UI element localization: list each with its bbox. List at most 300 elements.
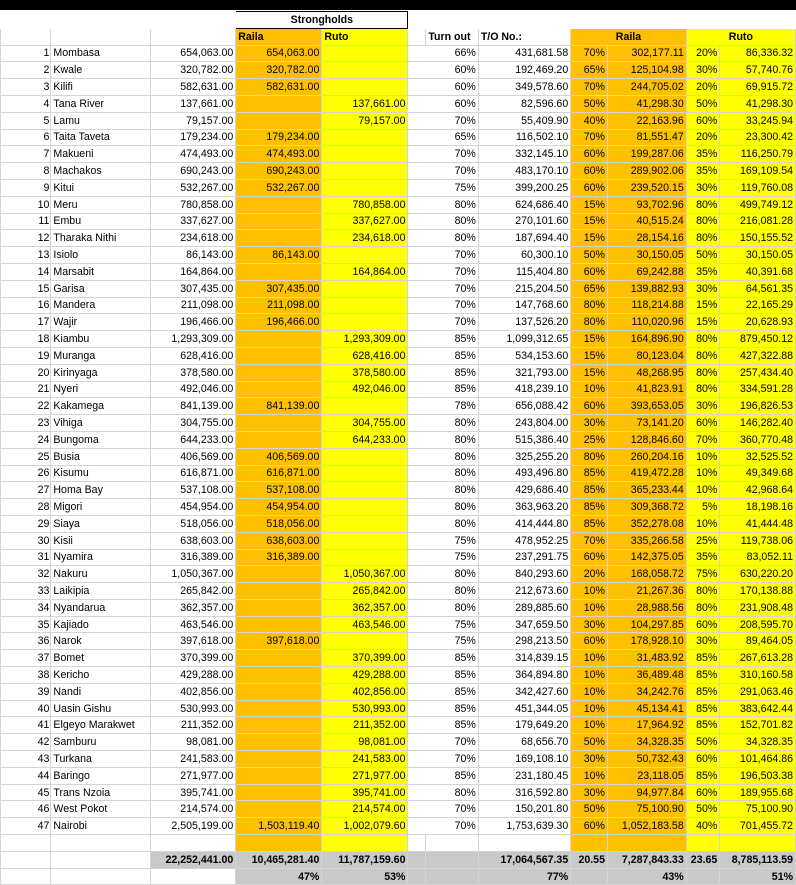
ruto-votes-total: 8,785,113.59 — [720, 851, 796, 868]
county-name: Bomet — [51, 650, 151, 667]
turnout-pct-cell: 70% — [408, 263, 478, 280]
county-name: Samburu — [51, 734, 151, 751]
ruto-pct-cell: 60% — [686, 784, 720, 801]
population-cell: 179,234.00 — [151, 129, 236, 146]
population-cell: 86,143.00 — [151, 247, 236, 264]
population-cell: 98,081.00 — [151, 734, 236, 751]
county-index: 39 — [1, 683, 51, 700]
table-row — [1, 616, 796, 633]
county-index: 31 — [1, 549, 51, 566]
table-row — [1, 112, 796, 129]
table-row — [1, 364, 796, 381]
ruto-pct-cell: 10% — [686, 465, 720, 482]
raila-stronghold-cell: 307,435.00 — [236, 280, 322, 297]
ruto-votes-cell: 33,245.94 — [720, 112, 796, 129]
population-cell: 690,243.00 — [151, 163, 236, 180]
turnout-number-cell: 68,656.70 — [478, 734, 570, 751]
raila-pct-cell: 50% — [571, 247, 608, 264]
county-index: 33 — [1, 583, 51, 600]
county-index: 22 — [1, 398, 51, 415]
percentage-row — [1, 868, 796, 885]
turnout-pct-cell: 75% — [408, 633, 478, 650]
raila-pct-cell: 15% — [571, 196, 608, 213]
raila-pct-cell: 50% — [571, 734, 608, 751]
county-name: Kericho — [51, 667, 151, 684]
raila-votes-cell: 110,020.96 — [607, 314, 686, 331]
table-row — [1, 331, 796, 348]
table-row — [1, 818, 796, 835]
raila-votes-cell: 41,298.30 — [607, 95, 686, 112]
ruto-stronghold-cell: 780,858.00 — [322, 196, 408, 213]
population-cell: 532,267.00 — [151, 179, 236, 196]
ruto-stronghold-cell — [322, 465, 408, 482]
raila-votes-cell: 335,266.58 — [607, 532, 686, 549]
population-cell: 654,063.00 — [151, 45, 236, 62]
turnout-number-cell: 429,686.40 — [478, 482, 570, 499]
ruto-stronghold-cell — [322, 549, 408, 566]
table-row — [1, 650, 796, 667]
county-name: Kilifi — [51, 79, 151, 96]
raila-pct-cell: 80% — [571, 448, 608, 465]
ruto-pct-cell: 85% — [686, 717, 720, 734]
ruto-stronghold-cell: 234,618.00 — [322, 230, 408, 247]
county-index: 7 — [1, 146, 51, 163]
total-raila-stronghold: 10,465,281.40 — [236, 851, 322, 868]
raila-stronghold-cell — [236, 751, 322, 768]
turnout-number-cell: 364,894.80 — [478, 667, 570, 684]
table-row — [1, 482, 796, 499]
ruto-pct-cell: 85% — [686, 767, 720, 784]
ruto-votes-cell: 34,328.35 — [720, 734, 796, 751]
raila-pct-cell: 10% — [571, 767, 608, 784]
ruto-stronghold-cell: 429,288.00 — [322, 667, 408, 684]
turnout-number-cell: 243,804.00 — [478, 415, 570, 432]
county-index: 38 — [1, 667, 51, 684]
table-row — [1, 784, 796, 801]
raila-votes-cell: 199,287.06 — [607, 146, 686, 163]
county-index: 44 — [1, 767, 51, 784]
county-index: 42 — [1, 734, 51, 751]
population-cell: 337,627.00 — [151, 213, 236, 230]
turnout-pct-cell: 85% — [408, 717, 478, 734]
raila-votes-cell: 34,242.76 — [607, 683, 686, 700]
raila-stronghold-cell: 454,954.00 — [236, 499, 322, 516]
county-index: 43 — [1, 751, 51, 768]
county-name: Narok — [51, 633, 151, 650]
to-no-header: T/O No.: — [478, 28, 570, 45]
table-row — [1, 566, 796, 583]
turnout-pct-cell: 80% — [408, 482, 478, 499]
population-cell: 638,603.00 — [151, 532, 236, 549]
raila-stronghold-cell — [236, 583, 322, 600]
raila-votes-total: 7,287,843.33 — [607, 851, 686, 868]
county-index: 8 — [1, 163, 51, 180]
county-name: Turkana — [51, 751, 151, 768]
ruto-votes-cell: 75,100.90 — [720, 801, 796, 818]
ruto-votes-cell: 69,915.72 — [720, 79, 796, 96]
ruto-pct-cell: 30% — [686, 62, 720, 79]
turnout-pct-cell: 80% — [408, 465, 478, 482]
raila-votes-cell: 239,520.15 — [607, 179, 686, 196]
ruto-stronghold-cell — [322, 515, 408, 532]
table-row — [1, 499, 796, 516]
turnout-number-cell: 1,099,312.65 — [478, 331, 570, 348]
raila-stronghold-cell — [236, 263, 322, 280]
county-name: Kitui — [51, 179, 151, 196]
ruto-votes-cell: 701,455.72 — [720, 818, 796, 835]
ruto-pct-cell: 30% — [686, 179, 720, 196]
turnout-number-cell: 187,694.40 — [478, 230, 570, 247]
county-name: Kirinyaga — [51, 364, 151, 381]
turnout-pct-cell: 80% — [408, 583, 478, 600]
table-row — [1, 633, 796, 650]
population-cell: 211,098.00 — [151, 297, 236, 314]
county-name: Vihiga — [51, 415, 151, 432]
turnout-pct-cell: 70% — [408, 280, 478, 297]
population-cell: 395,741.00 — [151, 784, 236, 801]
turnout-pct-cell: 70% — [408, 163, 478, 180]
table-row — [1, 398, 796, 415]
ruto-vote-share: 51% — [720, 868, 796, 885]
county-name: Taita Taveta — [51, 129, 151, 146]
population-cell: 271,977.00 — [151, 767, 236, 784]
total-ruto-stronghold: 11,787,159.60 — [322, 851, 408, 868]
county-index: 16 — [1, 297, 51, 314]
ruto-pct-cell: 60% — [686, 415, 720, 432]
raila-votes-cell: 352,278.08 — [607, 515, 686, 532]
county-index: 46 — [1, 801, 51, 818]
population-cell: 362,357.00 — [151, 599, 236, 616]
table-row — [1, 280, 796, 297]
raila-votes-cell: 93,702.96 — [607, 196, 686, 213]
ruto-votes-cell: 18,198.16 — [720, 499, 796, 516]
county-index: 10 — [1, 196, 51, 213]
turnout-pct-cell: 85% — [408, 650, 478, 667]
ruto-votes-cell: 40,391.68 — [720, 263, 796, 280]
ruto-pct-cell: 20% — [686, 79, 720, 96]
raila-votes-cell: 94,977.84 — [607, 784, 686, 801]
raila-pct-cell: 80% — [571, 314, 608, 331]
county-name: Embu — [51, 213, 151, 230]
ruto-stronghold-cell — [322, 45, 408, 62]
raila-votes-cell: 21,267.36 — [607, 583, 686, 600]
turnout-pct-cell: 80% — [408, 515, 478, 532]
turnout-number-cell: 137,526.20 — [478, 314, 570, 331]
raila-pct-cell: 80% — [571, 297, 608, 314]
population-cell: 316,389.00 — [151, 549, 236, 566]
raila-votes-cell: 168,058.72 — [607, 566, 686, 583]
raila-votes-cell: 40,515.24 — [607, 213, 686, 230]
ruto-pct-cell: 15% — [686, 297, 720, 314]
population-cell: 474,493.00 — [151, 146, 236, 163]
raila-stronghold-cell: 518,056.00 — [236, 515, 322, 532]
ruto-stronghold-cell — [322, 146, 408, 163]
raila-pct-cell: 15% — [571, 364, 608, 381]
raila-pct-cell: 50% — [571, 801, 608, 818]
county-name: Nyandarua — [51, 599, 151, 616]
population-cell: 406,569.00 — [151, 448, 236, 465]
raila-votes-cell: 139,882.93 — [607, 280, 686, 297]
raila-stronghold-cell: 196,466.00 — [236, 314, 322, 331]
ruto-share: 53% — [322, 868, 408, 885]
ruto-pct-cell: 80% — [686, 331, 720, 348]
raila-stronghold-cell — [236, 784, 322, 801]
ruto-pct-cell: 80% — [686, 230, 720, 247]
ruto-stronghold-cell: 530,993.00 — [322, 700, 408, 717]
ruto-votes-cell: 49,349.68 — [720, 465, 796, 482]
turnout-pct-cell: 85% — [408, 347, 478, 364]
raila-votes-cell: 104,297.85 — [607, 616, 686, 633]
turnout-number-cell: 349,578.60 — [478, 79, 570, 96]
raila-votes-cell: 41,823.91 — [607, 381, 686, 398]
ruto-stronghold-cell — [322, 163, 408, 180]
ruto-stronghold-cell: 463,546.00 — [322, 616, 408, 633]
county-name: Muranga — [51, 347, 151, 364]
raila-stronghold-cell — [236, 767, 322, 784]
turnout-number-cell: 231,180.45 — [478, 767, 570, 784]
turnout-number-cell: 493,496.80 — [478, 465, 570, 482]
ruto-stronghold-cell — [322, 633, 408, 650]
ruto-pct-cell: 80% — [686, 213, 720, 230]
raila-votes-cell: 365,233.44 — [607, 482, 686, 499]
county-index: 21 — [1, 381, 51, 398]
county-name: Tharaka Nithi — [51, 230, 151, 247]
turnout-pct-cell: 70% — [408, 801, 478, 818]
raila-stronghold-cell — [236, 801, 322, 818]
ruto-pct-cell: 60% — [686, 112, 720, 129]
turnout-pct-cell: 75% — [408, 179, 478, 196]
table-row — [1, 314, 796, 331]
ruto-votes-cell: 89,464.05 — [720, 633, 796, 650]
raila-pct-cell: 25% — [571, 431, 608, 448]
ruto-pct-cell: 80% — [686, 583, 720, 600]
raila-stronghold-cell — [236, 331, 322, 348]
ruto-pct-cell: 10% — [686, 515, 720, 532]
ruto-stronghold-cell: 214,574.00 — [322, 801, 408, 818]
county-index: 1 — [1, 45, 51, 62]
ruto-stronghold-cell: 395,741.00 — [322, 784, 408, 801]
population-cell: 463,546.00 — [151, 616, 236, 633]
turnout-pct-cell: 66% — [408, 45, 478, 62]
raila-pct-cell: 10% — [571, 683, 608, 700]
raila-pct-cell: 60% — [571, 146, 608, 163]
county-index: 17 — [1, 314, 51, 331]
turnout-number-cell: 55,409.90 — [478, 112, 570, 129]
raila-pct-cell: 10% — [571, 650, 608, 667]
turnout-header: Turn out — [426, 28, 479, 45]
raila-pct-cell: 30% — [571, 784, 608, 801]
table-row — [1, 532, 796, 549]
election-spreadsheet — [0, 11, 796, 885]
ruto-stronghold-cell — [322, 398, 408, 415]
ruto-pct-cell: 30% — [686, 280, 720, 297]
turnout-pct-cell: 70% — [408, 297, 478, 314]
raila-pct-cell: 85% — [571, 515, 608, 532]
raila-stronghold-cell: 211,098.00 — [236, 297, 322, 314]
total-turnout: 17,064,567.35 — [478, 851, 570, 868]
raila-stronghold-cell: 638,603.00 — [236, 532, 322, 549]
ruto-stronghold-cell: 271,977.00 — [322, 767, 408, 784]
ruto-stronghold-cell — [322, 179, 408, 196]
raila-pct-cell: 85% — [571, 482, 608, 499]
raila-pct-cell: 10% — [571, 381, 608, 398]
ruto-votes-cell: 879,450.12 — [720, 331, 796, 348]
population-cell: 214,574.00 — [151, 801, 236, 818]
raila-pct-cell: 60% — [571, 633, 608, 650]
county-index: 12 — [1, 230, 51, 247]
turnout-pct-cell: 70% — [408, 112, 478, 129]
ruto-votes-cell: 630,220.20 — [720, 566, 796, 583]
ruto-pct-cell: 80% — [686, 196, 720, 213]
county-index: 23 — [1, 415, 51, 432]
ruto-pct-cell: 75% — [686, 566, 720, 583]
raila-pct-cell: 30% — [571, 751, 608, 768]
raila-pct-cell: 70% — [571, 129, 608, 146]
ruto-votes-cell: 101,464.86 — [720, 751, 796, 768]
ruto-stronghold-cell: 492,046.00 — [322, 381, 408, 398]
ruto-pct-cell: 80% — [686, 599, 720, 616]
turnout-number-cell: 179,649.20 — [478, 717, 570, 734]
county-index: 15 — [1, 280, 51, 297]
total-population: 22,252,441.00 — [151, 851, 236, 868]
raila-stronghold-cell — [236, 667, 322, 684]
turnout-pct-cell: 80% — [408, 499, 478, 516]
strongholds-header: Strongholds — [236, 12, 408, 29]
ruto-votes-cell: 22,165.29 — [720, 297, 796, 314]
ruto-pct-cell: 25% — [686, 532, 720, 549]
raila-stronghold-cell — [236, 112, 322, 129]
raila-votes-cell: 28,988.56 — [607, 599, 686, 616]
raila-votes-cell: 393,653.05 — [607, 398, 686, 415]
county-index: 13 — [1, 247, 51, 264]
raila-pct-cell: 10% — [571, 599, 608, 616]
table-row — [1, 79, 796, 96]
county-index: 26 — [1, 465, 51, 482]
turnout-number-cell: 150,201.80 — [478, 801, 570, 818]
county-index: 40 — [1, 700, 51, 717]
ruto-pct-cell: 50% — [686, 801, 720, 818]
raila-votes-cell: 45,134.41 — [607, 700, 686, 717]
ruto-pct-cell: 10% — [686, 482, 720, 499]
turnout-number-cell: 325,255.20 — [478, 448, 570, 465]
ruto-votes-cell: 20,628.93 — [720, 314, 796, 331]
county-name: West Pokot — [51, 801, 151, 818]
raila-pct-cell: 30% — [571, 415, 608, 432]
raila-votes-cell: 73,141.20 — [607, 415, 686, 432]
raila-share: 47% — [236, 868, 322, 885]
raila-pct-cell: 60% — [571, 398, 608, 415]
county-index: 2 — [1, 62, 51, 79]
county-name: Homa Bay — [51, 482, 151, 499]
turnout-number-cell: 215,204.50 — [478, 280, 570, 297]
turnout-number-cell: 169,108.10 — [478, 751, 570, 768]
turnout-pct-cell: 70% — [408, 146, 478, 163]
population-cell: 530,993.00 — [151, 700, 236, 717]
population-cell: 537,108.00 — [151, 482, 236, 499]
raila-votes-cell: 17,964.92 — [607, 717, 686, 734]
turnout-pct-cell: 85% — [408, 700, 478, 717]
county-index: 27 — [1, 482, 51, 499]
turnout-number-cell: 363,963.20 — [478, 499, 570, 516]
county-index: 45 — [1, 784, 51, 801]
population-cell: 307,435.00 — [151, 280, 236, 297]
turnout-pct-cell: 80% — [408, 431, 478, 448]
county-name: Migori — [51, 499, 151, 516]
ruto-stronghold-header: Ruto — [322, 28, 408, 45]
county-index: 41 — [1, 717, 51, 734]
raila-stronghold-cell — [236, 381, 322, 398]
ruto-pct-cell: 20% — [686, 129, 720, 146]
raila-stronghold-cell — [236, 650, 322, 667]
county-index: 18 — [1, 331, 51, 348]
header-row-2 — [1, 28, 796, 45]
ruto-votes-cell: 42,968.64 — [720, 482, 796, 499]
table-row — [1, 700, 796, 717]
raila-pct-cell: 70% — [571, 532, 608, 549]
ruto-pct-cell: 5% — [686, 499, 720, 516]
raila-votes-cell: 118,214.88 — [607, 297, 686, 314]
raila-pct-cell: 10% — [571, 583, 608, 600]
county-index: 30 — [1, 532, 51, 549]
ruto-stronghold-cell: 370,399.00 — [322, 650, 408, 667]
ruto-votes-cell: 30,150.05 — [720, 247, 796, 264]
ruto-pct-cell: 30% — [686, 398, 720, 415]
turnout-pct-cell: 85% — [408, 667, 478, 684]
table-row — [1, 95, 796, 112]
population-cell: 582,631.00 — [151, 79, 236, 96]
county-name: Baringo — [51, 767, 151, 784]
raila-pct-total: 20.55 — [571, 851, 608, 868]
raila-stronghold-cell: 316,389.00 — [236, 549, 322, 566]
turnout-pct-cell: 85% — [408, 364, 478, 381]
ruto-stronghold-cell: 337,627.00 — [322, 213, 408, 230]
table-row — [1, 381, 796, 398]
ruto-stronghold-cell — [322, 247, 408, 264]
table-row — [1, 431, 796, 448]
table-row — [1, 179, 796, 196]
raila-pct-cell: 60% — [571, 179, 608, 196]
raila-pct-cell: 65% — [571, 280, 608, 297]
county-name: Uasin Gishu — [51, 700, 151, 717]
ruto-pct-cell: 85% — [686, 667, 720, 684]
county-index: 9 — [1, 179, 51, 196]
raila-votes-cell: 48,268.95 — [607, 364, 686, 381]
ruto-stronghold-cell: 211,352.00 — [322, 717, 408, 734]
table-row — [1, 767, 796, 784]
table-row — [1, 415, 796, 432]
spacer-row — [1, 835, 796, 852]
ruto-votes-cell: 291,063.46 — [720, 683, 796, 700]
turnout-number-cell: 414,444.80 — [478, 515, 570, 532]
ruto-votes-cell: 150,155.52 — [720, 230, 796, 247]
table-row — [1, 347, 796, 364]
county-index: 14 — [1, 263, 51, 280]
ruto-votes-cell: 170,138.88 — [720, 583, 796, 600]
ruto-stronghold-cell: 644,233.00 — [322, 431, 408, 448]
raila-stronghold-cell — [236, 717, 322, 734]
county-name: Machakos — [51, 163, 151, 180]
raila-votes-cell: 260,204.16 — [607, 448, 686, 465]
ruto-stronghold-cell — [322, 532, 408, 549]
ruto-votes-cell: 32,525.52 — [720, 448, 796, 465]
county-name: Garisa — [51, 280, 151, 297]
raila-stronghold-cell: 537,108.00 — [236, 482, 322, 499]
table-row — [1, 583, 796, 600]
turnout-pct-cell: 70% — [408, 314, 478, 331]
table-row — [1, 213, 796, 230]
turnout-pct-cell: 70% — [408, 818, 478, 835]
turnout-pct-cell: 70% — [408, 751, 478, 768]
